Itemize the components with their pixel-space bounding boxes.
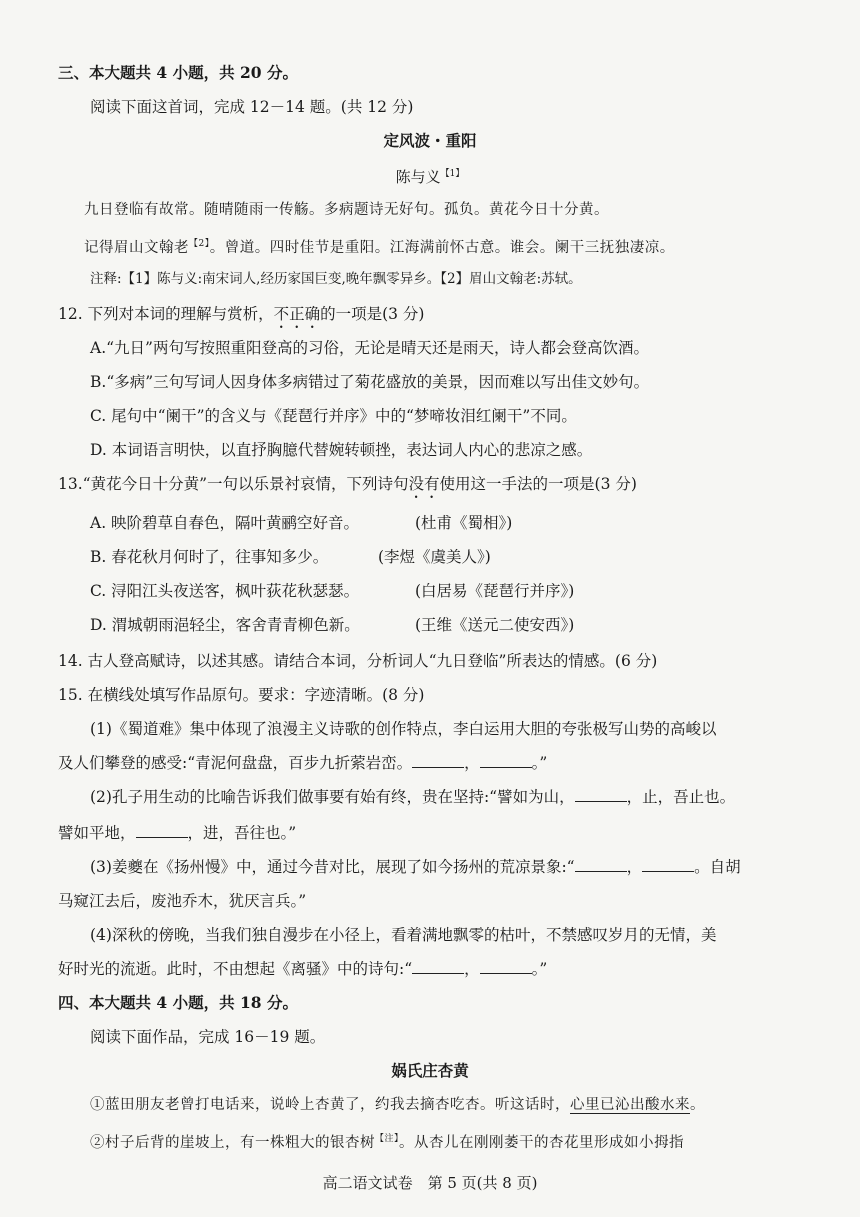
essay-footnote-mark: 【注】 xyxy=(375,1134,400,1144)
essay-p2-text-b: 。从杏儿在刚刚萎干的杏花里形成如小拇指 xyxy=(399,1134,685,1151)
essay-p1-text: ①蓝田朋友老曾打电话来，说岭上杏黄了，约我去摘杏吃杏。听这话时， xyxy=(90,1097,570,1113)
section-3-title: 三、本大题共 4 小题，共 20 分。 xyxy=(58,63,298,82)
poem-line-2-part-a: 记得眉山文翰老 xyxy=(84,239,189,256)
essay-p2-text: ②村子后背的崖坡上，有一株粗大的银杏树 xyxy=(90,1134,375,1151)
q15-p2-text-d: ，进，吾往也。” xyxy=(187,824,297,842)
q13-stem-a: 13.“黄花今日十分黄”一句以乐景衬哀情，下列诗句 xyxy=(58,475,409,493)
q15-p2-text: (2)孔子用生动的比喻告诉我们做事要有始有终，贵在坚持:“譬如为山， xyxy=(90,788,575,806)
q15-part-4-line-2 xyxy=(58,958,547,980)
q12-option-d: D. 本词语言明快，以直抒胸臆代替婉转顿挫，表达词人内心的悲凉之感。 xyxy=(90,441,593,459)
q13-option-d: D. 渭城朝雨浥轻尘，客舍青青柳色新。 xyxy=(90,616,360,634)
answer-blank[interactable] xyxy=(575,857,627,872)
q15-p4-sep: ， xyxy=(464,960,480,978)
q13-option-b-source: (李煜《虞美人》) xyxy=(378,548,491,566)
q15-part-2-line-1 xyxy=(90,786,735,808)
q13-emphasis: 没有 xyxy=(408,475,440,493)
question-15-stem: 15. 在横线处填写作品原句。要求：字迹清晰。(8 分) xyxy=(58,686,425,704)
poem-title: 定风波・重阳 xyxy=(383,131,477,150)
q15-p1-end: 。” xyxy=(531,754,548,772)
poem-author-name: 陈与义 xyxy=(395,168,441,186)
poem-line-2-part-b: 。曾道。四时佳节是重阳。江海满前怀古意。谁会。阑干三抚独凄凉。 xyxy=(209,239,675,256)
q15-p2-text-c: 譬如平地， xyxy=(58,824,136,842)
q12-stem-a: 12. 下列对本词的理解与赏析， xyxy=(58,305,274,323)
essay-p1-end: 。 xyxy=(690,1097,705,1113)
q12-option-a: A.“九日”两句写按照重阳登高的习俗，无论是晴天还是雨天，诗人都会登高饮酒。 xyxy=(90,339,649,357)
q15-p2-text-b: ，止，吾止也。 xyxy=(626,788,736,806)
author-footnote-mark: 【1】 xyxy=(440,169,465,179)
q13-option-a-source: (杜甫《蜀相》) xyxy=(415,514,513,532)
essay-p1-underlined: 心里已沁出酸水来 xyxy=(570,1097,690,1113)
page-footer: 高二语文试卷 第 5 页(共 8 页) xyxy=(322,1174,538,1192)
answer-blank[interactable] xyxy=(575,787,627,802)
essay-title: 娲氏庄杏黄 xyxy=(391,1061,469,1080)
section-4-title: 四、本大题共 4 小题，共 18 分。 xyxy=(58,993,298,1012)
essay-paragraph-1 xyxy=(90,1094,705,1116)
q15-p1-text: 及人们攀登的感受:“青泥何盘盘，百步九折萦岩峦。 xyxy=(58,754,413,772)
line-footnote-mark: 【2】 xyxy=(189,239,210,249)
q13-option-c: C. 浔阳江头夜送客，枫叶荻花秋瑟瑟。 xyxy=(90,582,360,600)
question-13-stem xyxy=(58,473,637,502)
q15-part-3-line-2: 马窥江去后，废池乔木，犹厌言兵。” xyxy=(58,892,307,910)
question-14: 14. 古人登高赋诗，以述其感。请结合本词，分析词人“九日登临”所表达的情感。(6 分) xyxy=(58,652,658,670)
answer-blank[interactable] xyxy=(480,959,532,974)
q13-option-a: A. 映阶碧草自春色，隔叶黄鹂空好音。 xyxy=(90,514,360,532)
q15-p1-sep: ， xyxy=(464,754,480,772)
question-12-stem xyxy=(58,303,424,332)
section-4-instruction: 阅读下面作品，完成 16－19 题。 xyxy=(90,1028,326,1046)
q15-part-2-line-2 xyxy=(58,822,296,844)
q15-p3-text-b: 。自胡 xyxy=(694,858,741,876)
q12-emphasis: 不正确 xyxy=(273,305,321,323)
section-3-instruction: 阅读下面这首词，完成 12－14 题。(共 12 分) xyxy=(90,98,414,116)
q13-stem-b: 使用这一手法的一项是(3 分) xyxy=(439,475,637,493)
answer-blank[interactable] xyxy=(136,823,188,838)
poem-line-2 xyxy=(84,233,675,259)
q13-option-b: B. 春花秋月何时了，往事知多少。 xyxy=(90,548,329,566)
answer-blank[interactable] xyxy=(412,959,464,974)
q15-p3-sep: ， xyxy=(626,858,643,876)
q15-part-1-line-1: (1)《蜀道难》集中体现了浪漫主义诗歌的创作特点，李白运用大胆的夸张极写山势的高峻以 xyxy=(90,720,717,738)
poem-author xyxy=(0,163,860,188)
answer-blank[interactable] xyxy=(412,753,464,768)
poem-line-1: 九日登临有故常。随晴随雨一传觞。多病题诗无好句。孤负。黄花今日十分黄。 xyxy=(84,202,609,218)
q15-part-4-line-1: (4)深秋的傍晚，当我们独自漫步在小径上，看着满地飘零的枯叶，不禁感叹岁月的无情，美 xyxy=(90,926,717,944)
q15-p4-end: 。” xyxy=(531,960,548,978)
answer-blank[interactable] xyxy=(480,753,532,768)
q13-option-c-source: (白居易《琵琶行并序》) xyxy=(415,582,575,600)
q15-part-1-line-2 xyxy=(58,752,547,774)
q12-option-c: C. 尾句中“阑干”的含义与《琵琶行并序》中的“梦啼妆泪红阑干”不同。 xyxy=(90,407,577,425)
poem-notes: 注释:【1】陈与义:南宋词人,经历家国巨变,晚年飘零异乡。【2】眉山文翰老:苏轼。 xyxy=(90,271,582,287)
q12-option-b: B.“多病”三句写词人因身体多病错过了菊花盛放的美景，因而难以写出佳文妙句。 xyxy=(90,373,650,391)
essay-paragraph-2 xyxy=(90,1128,684,1154)
q15-p4-text: 好时光的流逝。此时，不由想起《离骚》中的诗句:“ xyxy=(58,960,413,978)
q15-part-3-line-1 xyxy=(90,856,741,878)
answer-blank[interactable] xyxy=(642,857,694,872)
q15-p3-text: (3)姜夔在《扬州慢》中，通过今昔对比，展现了如今扬州的荒凉景象:“ xyxy=(90,858,575,876)
q13-option-d-source: (王维《送元二使安西》) xyxy=(415,616,575,634)
q12-stem-b: 的一项是(3 分) xyxy=(320,305,425,323)
